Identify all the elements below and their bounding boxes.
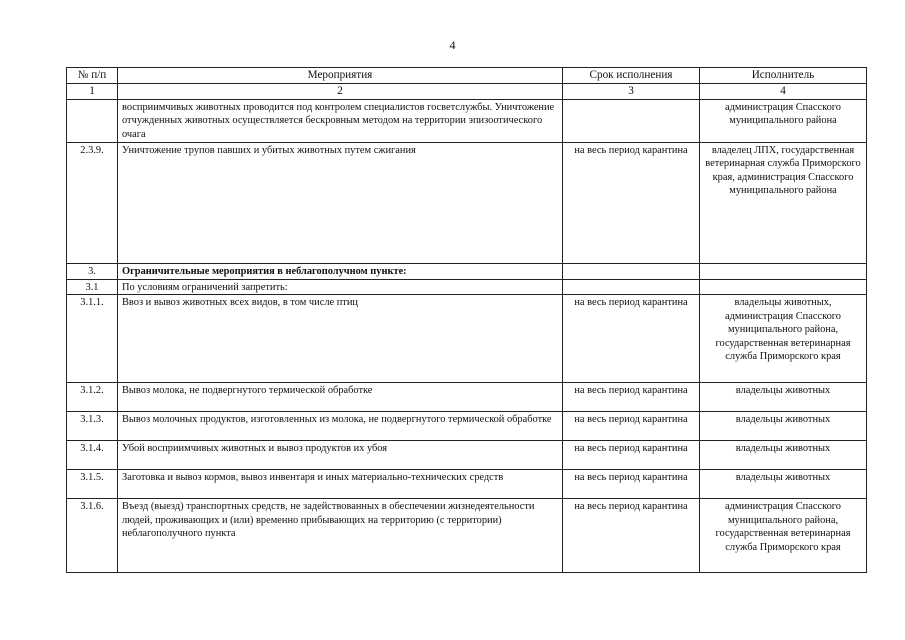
- row-executor: владельцы животных: [700, 470, 867, 499]
- row-term: [563, 264, 700, 280]
- row-term: [563, 280, 700, 295]
- row-number: 3.1.1.: [67, 295, 118, 383]
- row-term: на весь период карантина: [563, 441, 700, 470]
- row-number: 3.: [67, 264, 118, 280]
- row-number: 3.1.4.: [67, 441, 118, 470]
- table-row: [67, 264, 867, 280]
- row-number: 3.1.2.: [67, 383, 118, 412]
- row-measure: Уничтожение трупов павших и убитых животных путем сжигания: [118, 143, 563, 264]
- table-row: [67, 143, 867, 264]
- table-row: [67, 441, 867, 470]
- row-number: 3.1: [67, 280, 118, 295]
- header-measures: Мероприятия: [118, 68, 563, 84]
- table-row: [67, 470, 867, 499]
- row-measure: восприимчивых животных проводится под контролем специалистов госветслужбы. Уничтожение отчужденных животных осуществляется бескровным методом на территории эпизоотического очага: [118, 100, 563, 143]
- table-row: [67, 499, 867, 573]
- row-executor: владельцы животных: [700, 383, 867, 412]
- table-row: [67, 295, 867, 383]
- row-term: на весь период карантина: [563, 143, 700, 264]
- row-measure: Въезд (выезд) транспортных средств, не задействованных в обеспечении жизнедеятельности людей, проживающих и (или) временно прибывающих на территорию (с территории) неблагополучного пункта: [118, 499, 563, 573]
- row-executor: владельцы животных: [700, 412, 867, 441]
- row-term: на весь период карантина: [563, 412, 700, 441]
- row-executor: владельцы животных: [700, 441, 867, 470]
- header-number: № п/п: [67, 68, 118, 84]
- row-number: [67, 100, 118, 143]
- row-term: на весь период карантина: [563, 499, 700, 573]
- row-term: на весь период карантина: [563, 295, 700, 383]
- row-measure: Ввоз и вывоз животных всех видов, в том числе птиц: [118, 295, 563, 383]
- table-row: [67, 412, 867, 441]
- row-number: 2.3.9.: [67, 143, 118, 264]
- page-number: 4: [449, 38, 456, 52]
- column-number-row: [67, 84, 867, 100]
- column-number: 3: [563, 84, 700, 100]
- row-number: 3.1.6.: [67, 499, 118, 573]
- header-executor: Исполнитель: [700, 68, 867, 84]
- row-executor: [700, 264, 867, 280]
- row-executor: администрация Спасского муниципального района, государственная ветеринарная служба Приморского края: [700, 499, 867, 573]
- row-measure: Ограничительные мероприятия в неблагополучном пункте:: [118, 264, 563, 280]
- row-number: 3.1.3.: [67, 412, 118, 441]
- column-number: 2: [118, 84, 563, 100]
- table-header-row: [67, 68, 867, 84]
- table-row: [67, 280, 867, 295]
- row-number: 3.1.5.: [67, 470, 118, 499]
- column-number: 1: [67, 84, 118, 100]
- row-measure: Вывоз молочных продуктов, изготовленных из молока, не подвергнутого термической обработке: [118, 412, 563, 441]
- row-executor: владельцы животных, администрация Спасского муниципального района, государственная ветеринарная служба Приморского края: [700, 295, 867, 383]
- row-measure: По условиям ограничений запретить:: [118, 280, 563, 295]
- row-term: [563, 100, 700, 143]
- table-row: [67, 100, 867, 143]
- measures-table: [66, 67, 867, 573]
- row-executor: [700, 280, 867, 295]
- row-measure: Вывоз молока, не подвергнутого термической обработке: [118, 383, 563, 412]
- column-number: 4: [700, 84, 867, 100]
- table-row: [67, 383, 867, 412]
- row-executor: администрация Спасского муниципального района: [700, 100, 867, 143]
- header-term: Срок исполнения: [563, 68, 700, 84]
- row-term: на весь период карантина: [563, 470, 700, 499]
- row-executor: владелец ЛПХ, государственная ветеринарная служба Приморского края, администрация Спасского муниципального района: [700, 143, 867, 264]
- row-measure: Убой восприимчивых животных и вывоз продуктов их убоя: [118, 441, 563, 470]
- row-measure: Заготовка и вывоз кормов, вывоз инвентаря и иных материально-технических средств: [118, 470, 563, 499]
- row-term: на весь период карантина: [563, 383, 700, 412]
